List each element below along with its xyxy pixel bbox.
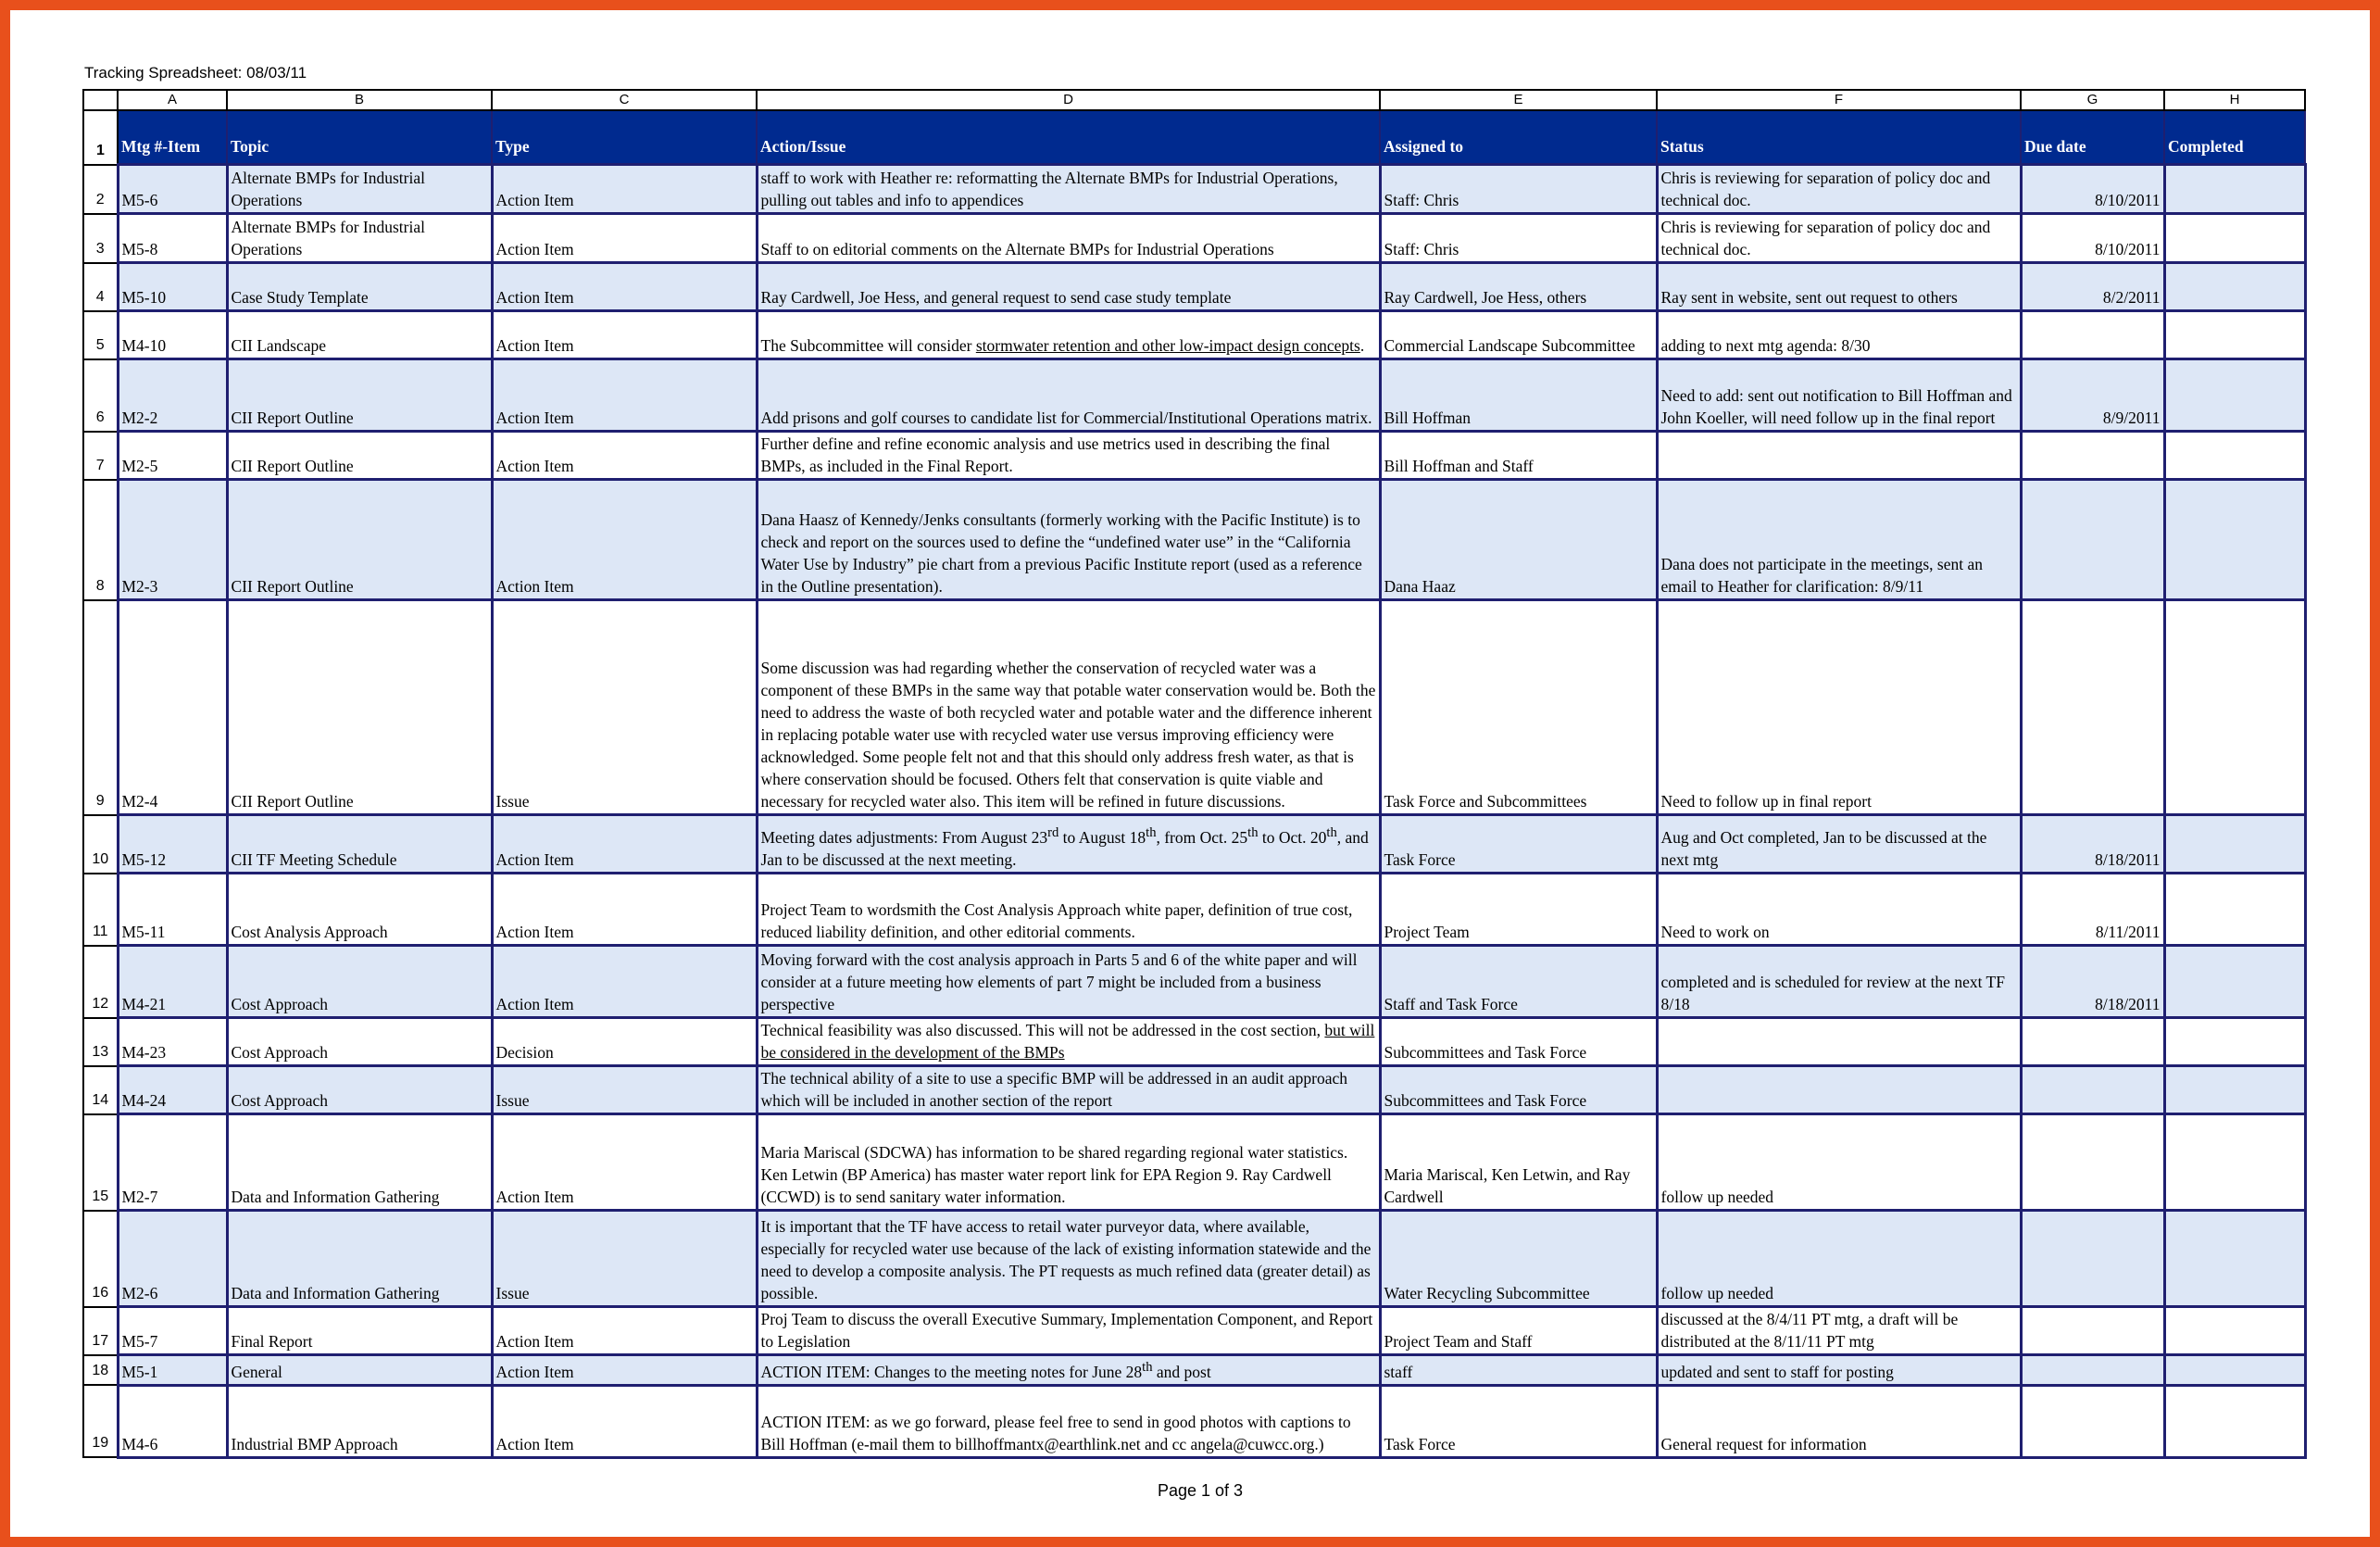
cell-assigned[interactable]: Staff and Task Force (1380, 946, 1657, 1018)
cell-assigned[interactable]: Task Force (1380, 815, 1657, 874)
cell-status[interactable]: completed and is scheduled for review at the next TF 8/18 (1657, 946, 2021, 1018)
table-row (83, 214, 2305, 263)
cell-item[interactable]: M4-21 (118, 946, 227, 1018)
cell-assigned[interactable]: Bill Hoffman and Staff (1380, 432, 1657, 480)
cell-due[interactable]: 8/11/2011 (2021, 874, 2164, 946)
table-row (83, 480, 2305, 600)
cell-type[interactable]: Action Item (492, 1307, 757, 1355)
cell-topic[interactable]: Industrial BMP Approach (227, 1385, 492, 1457)
cell-topic[interactable]: Final Report (227, 1307, 492, 1355)
cell-completed[interactable] (2164, 359, 2305, 432)
cell-type[interactable]: Action Item (492, 874, 757, 946)
header-topic[interactable]: Topic (227, 110, 492, 165)
cell-topic[interactable]: CII Report Outline (227, 359, 492, 432)
cell-item[interactable]: M5-1 (118, 1355, 227, 1386)
cell-type[interactable]: Issue (492, 600, 757, 815)
cell-due[interactable]: 8/10/2011 (2021, 214, 2164, 263)
cell-action[interactable]: ACTION ITEM: as we go forward, please feel free to send in good photos with captions to Bill Hoffman (e-mail them to billhoffmantx@earthlink.net and cc angela@cuwcc.org.) (757, 1385, 1380, 1457)
cell-topic[interactable]: Data and Information Gathering (227, 1114, 492, 1211)
cell-status[interactable]: Aug and Oct completed, Jan to be discussed at the next mtg (1657, 815, 2021, 874)
cell-assigned[interactable]: Ray Cardwell, Joe Hess, others (1380, 263, 1657, 311)
cell-status[interactable] (1657, 432, 2021, 480)
cell-completed[interactable] (2164, 946, 2305, 1018)
cell-topic[interactable]: CII Report Outline (227, 600, 492, 815)
cell-type[interactable]: Action Item (492, 1355, 757, 1386)
cell-action[interactable] (757, 815, 1380, 874)
corner-cell[interactable] (83, 90, 118, 110)
cell-completed[interactable] (2164, 263, 2305, 311)
cell-completed[interactable] (2164, 311, 2305, 359)
header-due[interactable]: Due date (2021, 110, 2164, 165)
cell-due[interactable] (2021, 1066, 2164, 1114)
cell-item[interactable]: M2-6 (118, 1211, 227, 1307)
cell-due[interactable] (2021, 480, 2164, 600)
header-assigned[interactable]: Assigned to (1380, 110, 1657, 165)
action-superscript: rd (1047, 825, 1059, 841)
cell-type[interactable]: Action Item (492, 359, 757, 432)
cell-type[interactable]: Issue (492, 1066, 757, 1114)
action-text: . (1359, 336, 1365, 355)
row-number[interactable]: 14 (83, 1066, 118, 1114)
cell-item[interactable]: M4-10 (118, 311, 227, 359)
cell-due[interactable] (2021, 311, 2164, 359)
cell-topic[interactable]: Alternate BMPs for Industrial Operations (227, 214, 492, 263)
table-row (83, 946, 2305, 1018)
header-status[interactable]: Status (1657, 110, 2021, 165)
table-row (83, 263, 2305, 311)
cell-status[interactable]: Need to work on (1657, 874, 2021, 946)
cell-topic[interactable]: Cost Analysis Approach (227, 874, 492, 946)
cell-completed[interactable] (2164, 1355, 2305, 1386)
column-letter-f[interactable]: F (1657, 90, 2021, 110)
action-text: to Oct. 20 (1258, 828, 1327, 847)
cell-status[interactable] (1657, 1066, 2021, 1114)
cell-due[interactable]: 8/2/2011 (2021, 263, 2164, 311)
column-letter-b[interactable]: B (227, 90, 492, 110)
cell-item[interactable]: M5-12 (118, 815, 227, 874)
cell-completed[interactable] (2164, 1211, 2305, 1307)
table-row (83, 1018, 2305, 1066)
row-number[interactable]: 2 (83, 165, 118, 214)
cell-topic[interactable]: Data and Information Gathering (227, 1211, 492, 1307)
row-number[interactable]: 16 (83, 1211, 118, 1307)
cell-due[interactable]: 8/9/2011 (2021, 359, 2164, 432)
header-completed[interactable]: Completed (2164, 110, 2305, 165)
cell-topic[interactable]: CII TF Meeting Schedule (227, 815, 492, 874)
action-text: Meeting dates adjustments: From August 23 (760, 828, 1048, 847)
column-letter-c[interactable]: C (492, 90, 757, 110)
cell-assigned[interactable]: Task Force (1380, 1385, 1657, 1457)
cell-type[interactable]: Action Item (492, 815, 757, 874)
action-text: Technical feasibility was also discussed. This will not be addressed in the cost section, (760, 1021, 1325, 1039)
cell-topic[interactable]: Cost Approach (227, 1018, 492, 1066)
cell-assigned[interactable]: Dana Haaz (1380, 480, 1657, 600)
cell-status[interactable]: discussed at the 8/4/11 PT mtg, a draft will be distributed at the 8/11/11 PT mtg (1657, 1307, 2021, 1355)
cell-action[interactable]: Proj Team to discuss the overall Executive Summary, Implementation Component, and Report to Legislation (757, 1307, 1380, 1355)
row-number[interactable]: 9 (83, 600, 118, 815)
cell-status[interactable] (1657, 1018, 2021, 1066)
cell-topic[interactable]: CII Landscape (227, 311, 492, 359)
table-row (83, 359, 2305, 432)
header-item[interactable]: Mtg #-Item (118, 110, 227, 165)
cell-due[interactable]: 8/18/2011 (2021, 815, 2164, 874)
table-row (83, 1066, 2305, 1114)
cell-item[interactable]: M2-4 (118, 600, 227, 815)
action-text: , from Oct. 25 (1156, 828, 1248, 847)
cell-type[interactable]: Action Item (492, 1385, 757, 1457)
cell-item[interactable]: M2-3 (118, 480, 227, 600)
cell-status[interactable]: General request for information (1657, 1385, 2021, 1457)
cell-type[interactable]: Action Item (492, 311, 757, 359)
cell-due[interactable] (2021, 1385, 2164, 1457)
action-superscript: th (1326, 825, 1337, 841)
cell-action[interactable]: Moving forward with the cost analysis approach in Parts 5 and 6 of the white paper and will consider at a future meeting how elements of part 7 might be included from a business perspective (757, 946, 1380, 1018)
table-row (83, 1355, 2305, 1386)
cell-item[interactable]: M4-24 (118, 1066, 227, 1114)
cell-action[interactable]: Further define and refine economic analysis and use metrics used in describing the final BMPs, as included in the Final Report. (757, 432, 1380, 480)
cell-status[interactable]: follow up needed (1657, 1211, 2021, 1307)
action-superscript: th (1247, 825, 1259, 841)
row-number[interactable]: 12 (83, 946, 118, 1018)
cell-completed[interactable] (2164, 1385, 2305, 1457)
cell-type[interactable]: Decision (492, 1018, 757, 1066)
cell-item[interactable]: M2-5 (118, 432, 227, 480)
cell-due[interactable] (2021, 432, 2164, 480)
row-number[interactable]: 7 (83, 432, 118, 480)
cell-completed[interactable] (2164, 600, 2305, 815)
cell-status[interactable]: Chris is reviewing for separation of policy doc and technical doc. (1657, 165, 2021, 214)
cell-status[interactable]: Need to follow up in final report (1657, 600, 2021, 815)
cell-action[interactable] (757, 1355, 1380, 1386)
cell-action[interactable]: Maria Mariscal (SDCWA) has information to be shared regarding regional water statistics. Ken Letwin (BP America) has master water report link for EPA Region 9. Ray Cardwell (CCWD) is to send sanitary water information. (757, 1114, 1380, 1211)
page-footer: Page 1 of 3 (1157, 1481, 1244, 1500)
action-underlined-text: but will be considered in the development of the BMPs (760, 1021, 1375, 1062)
action-superscript: th (1142, 1360, 1153, 1375)
cell-due[interactable] (2021, 1211, 2164, 1307)
cell-status[interactable]: Need to add: sent out notification to Bill Hoffman and John Koeller, will need follow up in the final report (1657, 359, 2021, 432)
cell-item[interactable]: M2-7 (118, 1114, 227, 1211)
cell-status[interactable]: follow up needed (1657, 1114, 2021, 1211)
cell-topic[interactable]: General (227, 1355, 492, 1386)
cell-topic[interactable]: Case Study Template (227, 263, 492, 311)
table-row (83, 311, 2305, 359)
cell-action[interactable] (757, 1018, 1380, 1066)
cell-topic[interactable]: CII Report Outline (227, 480, 492, 600)
cell-assigned[interactable]: Staff: Chris (1380, 165, 1657, 214)
cell-completed[interactable] (2164, 1066, 2305, 1114)
row-number[interactable]: 1 (83, 110, 118, 165)
cell-completed[interactable] (2164, 480, 2305, 600)
action-text: , and Jan to be discussed at the next meeting. (760, 828, 1369, 869)
table-row (83, 165, 2305, 214)
cell-assigned[interactable]: Water Recycling Subcommittee (1380, 1211, 1657, 1307)
cell-completed[interactable] (2164, 1018, 2305, 1066)
cell-status[interactable]: updated and sent to staff for posting (1657, 1355, 2021, 1386)
sheet-title: Tracking Spreadsheet: 08/03/11 (84, 64, 307, 82)
action-underlined-text: stormwater retention and other low-impact design concepts (975, 336, 1360, 355)
cell-due[interactable] (2021, 1114, 2164, 1211)
cell-due[interactable]: 8/10/2011 (2021, 165, 2164, 214)
row-number[interactable]: 17 (83, 1307, 118, 1355)
row-number[interactable]: 18 (83, 1355, 118, 1386)
action-superscript: th (1146, 825, 1157, 841)
cell-completed[interactable] (2164, 1114, 2305, 1211)
table-row (83, 1114, 2305, 1211)
cell-type[interactable]: Action Item (492, 263, 757, 311)
tracking-table (82, 89, 2307, 1459)
cell-type[interactable]: Action Item (492, 1114, 757, 1211)
cell-type[interactable]: Action Item (492, 432, 757, 480)
cell-topic[interactable]: Cost Approach (227, 946, 492, 1018)
row-number[interactable]: 6 (83, 359, 118, 432)
cell-assigned[interactable]: Project Team (1380, 874, 1657, 946)
cell-assigned[interactable]: staff (1380, 1355, 1657, 1386)
cell-action[interactable]: Ray Cardwell, Joe Hess, and general request to send case study template (757, 263, 1380, 311)
cell-status[interactable]: Dana does not participate in the meetings, sent an email to Heather for clarification: 8/9/11 (1657, 480, 2021, 600)
cell-assigned[interactable]: Subcommittees and Task Force (1380, 1066, 1657, 1114)
cell-completed[interactable] (2164, 1307, 2305, 1355)
cell-action[interactable]: The technical ability of a site to use a specific BMP will be addressed in an audit approach which will be included in another section of the report (757, 1066, 1380, 1114)
cell-item[interactable]: M5-8 (118, 214, 227, 263)
cell-due[interactable] (2021, 600, 2164, 815)
table-row (83, 815, 2305, 874)
column-letter-g[interactable]: G (2021, 90, 2164, 110)
row-number[interactable]: 8 (83, 480, 118, 600)
row-number[interactable]: 5 (83, 311, 118, 359)
table-row (83, 1307, 2305, 1355)
cell-item[interactable]: M5-7 (118, 1307, 227, 1355)
cell-type[interactable]: Action Item (492, 214, 757, 263)
table-row (83, 874, 2305, 946)
cell-assigned[interactable]: Staff: Chris (1380, 214, 1657, 263)
cell-action[interactable]: Project Team to wordsmith the Cost Analysis Approach white paper, definition of true cost, reduced liability definition, and other editorial comments. (757, 874, 1380, 946)
cell-status[interactable]: Ray sent in website, sent out request to others (1657, 263, 2021, 311)
cell-completed[interactable] (2164, 214, 2305, 263)
cell-action[interactable]: Dana Haasz of Kennedy/Jenks consultants (formerly working with the Pacific Institute) is to check and report on the sources used to define the “undefined water use” in the “California Water Use by Industry” pie chart from a previous Pacific Institute report (used as a reference in the Outline presentation). (757, 480, 1380, 600)
cell-completed[interactable] (2164, 874, 2305, 946)
table-row (83, 1385, 2305, 1457)
row-number[interactable]: 3 (83, 214, 118, 263)
action-text: to August 18 (1058, 828, 1146, 847)
column-letter-e[interactable]: E (1380, 90, 1657, 110)
column-letter-a[interactable]: A (118, 90, 227, 110)
cell-item[interactable]: M4-6 (118, 1385, 227, 1457)
row-number[interactable]: 4 (83, 263, 118, 311)
row-number[interactable]: 19 (83, 1385, 118, 1457)
cell-type[interactable]: Action Item (492, 480, 757, 600)
row-number[interactable]: 11 (83, 874, 118, 946)
cell-assigned[interactable]: Subcommittees and Task Force (1380, 1018, 1657, 1066)
header-row (83, 110, 2305, 165)
cell-completed[interactable] (2164, 165, 2305, 214)
cell-action[interactable]: Some discussion was had regarding whether the conservation of recycled water was a component of these BMPs in the same way that potable water conservation would be. Both the need to address the waste of both recycled water and potable water and the difference inherent in replacing potable water use with recycled water use versus improving efficiency were acknowledged. Some people felt not and that this should only address fresh water, as that is where conservation should be focused. Others felt that conservation is quite viable and necessary for recycled water also. This item will be refined in future discussions. (757, 600, 1380, 815)
header-action[interactable]: Action/Issue (757, 110, 1380, 165)
column-letter-row (83, 90, 2305, 110)
cell-due[interactable]: 8/18/2011 (2021, 946, 2164, 1018)
cell-completed[interactable] (2164, 432, 2305, 480)
cell-completed[interactable] (2164, 815, 2305, 874)
cell-due[interactable] (2021, 1018, 2164, 1066)
cell-item[interactable]: M4-23 (118, 1018, 227, 1066)
cell-action[interactable] (757, 311, 1380, 359)
cell-assigned[interactable]: Task Force and Subcommittees (1380, 600, 1657, 815)
header-type[interactable]: Type (492, 110, 757, 165)
cell-due[interactable] (2021, 1307, 2164, 1355)
column-letter-h[interactable]: H (2164, 90, 2305, 110)
row-number[interactable]: 10 (83, 815, 118, 874)
cell-item[interactable]: M5-6 (118, 165, 227, 214)
cell-due[interactable] (2021, 1355, 2164, 1386)
cell-action[interactable]: It is important that the TF have access to retail water purveyor data, where available, especially for recycled water use because of the lack of existing information statewide and the need to develop a composite analysis. The PT requests as much refined data (greater detail) as possible. (757, 1211, 1380, 1307)
cell-action[interactable]: Add prisons and golf courses to candidate list for Commercial/Institutional Operations matrix. (757, 359, 1380, 432)
cell-item[interactable]: M5-10 (118, 263, 227, 311)
action-text: The Subcommittee will consider (760, 336, 976, 355)
cell-topic[interactable]: Alternate BMPs for Industrial Operations (227, 165, 492, 214)
cell-status[interactable]: adding to next mtg agenda: 8/30 (1657, 311, 2021, 359)
cell-action[interactable]: Staff to on editorial comments on the Alternate BMPs for Industrial Operations (757, 214, 1380, 263)
cell-action[interactable]: staff to work with Heather re: reformatting the Alternate BMPs for Industrial Operations, pulling out tables and info to appendices (757, 165, 1380, 214)
cell-item[interactable]: M2-2 (118, 359, 227, 432)
cell-type[interactable]: Action Item (492, 946, 757, 1018)
cell-type[interactable]: Action Item (492, 165, 757, 214)
cell-type[interactable]: Issue (492, 1211, 757, 1307)
table-row (83, 600, 2305, 815)
cell-assigned[interactable]: Project Team and Staff (1380, 1307, 1657, 1355)
table-row (83, 432, 2305, 480)
action-text: ACTION ITEM: Changes to the meeting notes for June 28 (760, 1362, 1143, 1381)
cell-topic[interactable]: CII Report Outline (227, 432, 492, 480)
column-letter-d[interactable]: D (757, 90, 1380, 110)
cell-status[interactable]: Chris is reviewing for separation of policy doc and technical doc. (1657, 214, 2021, 263)
row-number[interactable]: 13 (83, 1018, 118, 1066)
row-number[interactable]: 15 (83, 1114, 118, 1211)
table-row (83, 1211, 2305, 1307)
cell-assigned[interactable]: Commercial Landscape Subcommittee (1380, 311, 1657, 359)
cell-assigned[interactable]: Maria Mariscal, Ken Letwin, and Ray Cardwell (1380, 1114, 1657, 1211)
action-text: and post (1152, 1362, 1211, 1381)
cell-topic[interactable]: Cost Approach (227, 1066, 492, 1114)
cell-assigned[interactable]: Bill Hoffman (1380, 359, 1657, 432)
cell-item[interactable]: M5-11 (118, 874, 227, 946)
